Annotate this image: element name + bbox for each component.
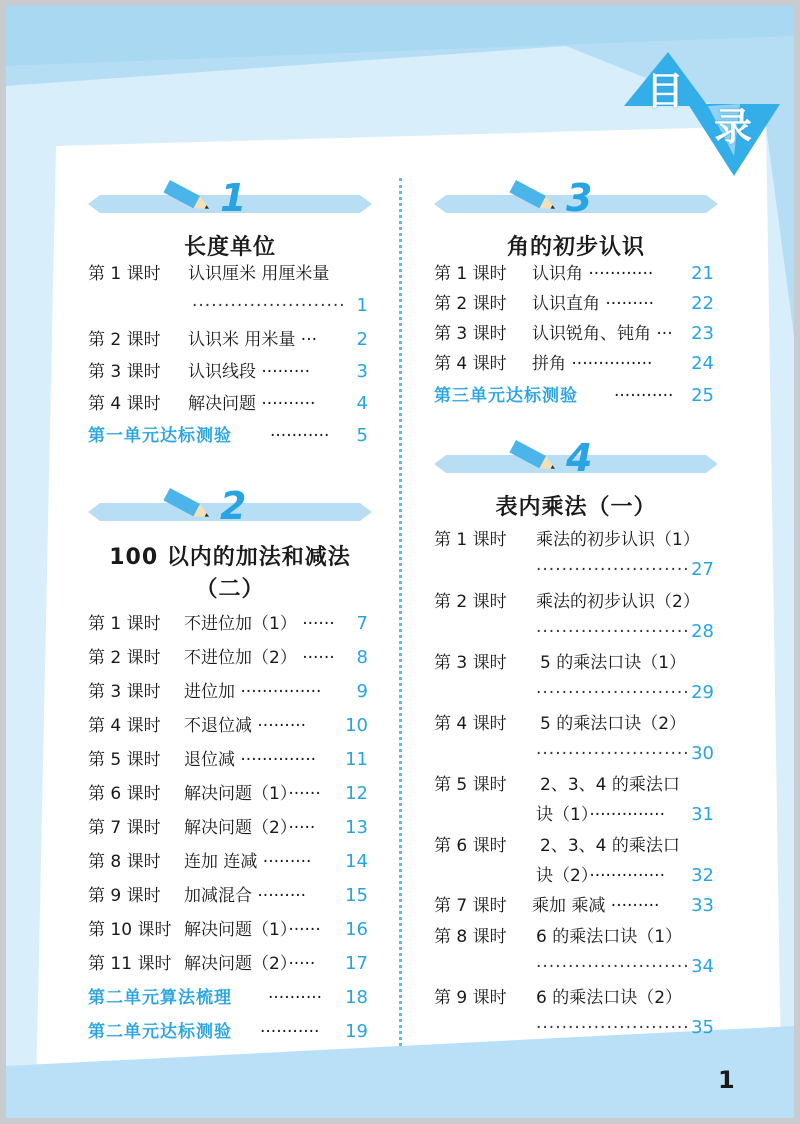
lesson-row[interactable] xyxy=(434,986,714,1042)
lesson-label: 第 1 课时 xyxy=(88,264,161,284)
lesson-page: 22 xyxy=(691,293,714,314)
lesson-row[interactable] xyxy=(434,894,714,918)
lesson-page: 12 xyxy=(345,783,368,804)
lesson-title-line-2: 诀（1）·············· xyxy=(536,805,665,825)
test-label: 第一单元达标测验 xyxy=(88,426,232,446)
unit-number: 1 xyxy=(220,176,247,220)
lesson-title: 解决问题（2）····· xyxy=(184,954,316,974)
lesson-label: 第 3 课时 xyxy=(434,653,507,673)
lesson-label: 第 11 课时 xyxy=(88,954,172,974)
unit-test-row[interactable] xyxy=(88,1020,368,1044)
lesson-row[interactable] xyxy=(434,651,714,707)
lesson-title-line-2: 诀（2）·············· xyxy=(536,866,665,886)
lesson-page: 18 xyxy=(345,987,368,1008)
lesson-label: 第 2 课时 xyxy=(88,648,161,668)
lesson-row[interactable] xyxy=(88,360,368,384)
lesson-page: 27 xyxy=(691,559,714,580)
lesson-row[interactable] xyxy=(434,773,714,829)
lesson-title: 不退位减 ········· xyxy=(184,716,307,736)
lesson-label: 第 7 课时 xyxy=(88,818,161,838)
lesson-page: 15 xyxy=(345,885,368,906)
lesson-title: 认识角 ············ xyxy=(532,264,654,284)
lesson-label: 第 1 课时 xyxy=(88,614,161,634)
lesson-title: 2、3、4 的乘法口 xyxy=(540,775,680,795)
unit-title: 长度单位 xyxy=(183,235,276,260)
lesson-label: 第 4 课时 xyxy=(434,354,507,374)
lesson-title: 解决问题（1）······ xyxy=(184,920,321,940)
lesson-title: 6 的乘法口诀（2） xyxy=(536,988,683,1008)
lesson-row[interactable] xyxy=(88,782,368,806)
lesson-title: 解决问题（2）····· xyxy=(184,818,316,838)
unit-4 xyxy=(434,436,718,524)
lesson-page: 21 xyxy=(691,263,714,284)
lesson-page: 9 xyxy=(356,681,368,702)
unit-header xyxy=(88,176,372,232)
lesson-page: 19 xyxy=(345,1021,368,1042)
lesson-page: 13 xyxy=(345,817,368,838)
leader-dots: ························ xyxy=(536,744,690,764)
lesson-title: 6 的乘法口诀（1） xyxy=(536,927,683,947)
unit-number: 3 xyxy=(566,176,593,220)
lesson-label: 第 1 课时 xyxy=(434,264,507,284)
lesson-title: 认识厘米 用厘米量 xyxy=(188,264,330,284)
toc-title-char-2: 录 xyxy=(714,105,753,149)
lesson-row[interactable] xyxy=(88,952,368,976)
lesson-label: 第 10 课时 xyxy=(88,920,172,940)
lesson-page: 33 xyxy=(691,895,714,916)
lesson-row[interactable] xyxy=(88,918,368,942)
lesson-title: 加减混合 ········· xyxy=(184,886,307,906)
review-label: 第二单元算法梳理 xyxy=(88,988,232,1008)
unit-test-row[interactable] xyxy=(88,424,368,448)
test-label: 第二单元达标测验 xyxy=(88,1022,232,1042)
lesson-row[interactable] xyxy=(88,850,368,874)
unit-title: 表内乘法（一） xyxy=(495,495,657,520)
lesson-page: 17 xyxy=(345,953,368,974)
lesson-title: 认识线段 ········· xyxy=(188,362,311,382)
leader-dots: ························ xyxy=(536,622,690,642)
lesson-title: ·········· xyxy=(268,988,323,1008)
lesson-row[interactable] xyxy=(88,646,368,670)
lesson-label: 第 4 课时 xyxy=(88,716,161,736)
lesson-row[interactable] xyxy=(88,884,368,908)
lesson-page: 2 xyxy=(356,329,368,350)
lesson-row[interactable] xyxy=(434,352,714,376)
lesson-page: 8 xyxy=(356,647,368,668)
lesson-row[interactable] xyxy=(88,748,368,772)
unit-header xyxy=(434,436,718,492)
toc-title-char-1: 目 xyxy=(646,69,685,113)
lesson-title: 退位减 ·············· xyxy=(184,750,317,770)
lesson-page: 10 xyxy=(345,715,368,736)
lesson-title: 不进位加（2） ······ xyxy=(184,648,335,668)
lesson-label: 第 1 课时 xyxy=(434,530,507,550)
lesson-row[interactable] xyxy=(88,714,368,738)
lesson-page: 34 xyxy=(691,956,714,977)
lesson-title: 5 的乘法口诀（1） xyxy=(540,653,687,673)
leader-dots: ························ xyxy=(536,683,690,703)
page-number: 1 xyxy=(718,1066,735,1094)
lesson-title: 2、3、4 的乘法口 xyxy=(540,836,680,856)
leader-dots: ························ xyxy=(536,560,690,580)
lesson-title: ··········· xyxy=(614,386,674,406)
lesson-title: 认识直角 ········· xyxy=(532,294,655,314)
unit-3 xyxy=(434,176,718,264)
lesson-page: 16 xyxy=(345,919,368,940)
lesson-page: 11 xyxy=(345,749,368,770)
unit-title: 角的初步认识 xyxy=(506,235,645,260)
lesson-row[interactable] xyxy=(88,612,368,636)
lesson-page: 29 xyxy=(691,682,714,703)
lesson-row[interactable] xyxy=(434,322,714,346)
unit-header xyxy=(88,484,372,540)
lesson-page: 25 xyxy=(691,385,714,406)
lesson-row[interactable] xyxy=(88,262,368,318)
lesson-page: 35 xyxy=(691,1017,714,1038)
lesson-title: 连加 连减 ········· xyxy=(184,852,312,872)
lesson-title: ··········· xyxy=(270,426,330,446)
lesson-label: 第 3 课时 xyxy=(434,324,507,344)
lesson-page: 14 xyxy=(345,851,368,872)
lesson-page: 4 xyxy=(356,393,368,414)
unit-1 xyxy=(88,176,372,264)
lesson-title: 进位加 ··············· xyxy=(184,682,322,702)
lesson-page: 24 xyxy=(691,353,714,374)
lesson-label: 第 8 课时 xyxy=(88,852,161,872)
lesson-label: 第 8 课时 xyxy=(434,927,507,947)
lesson-row[interactable] xyxy=(88,680,368,704)
unit-test-row[interactable] xyxy=(434,384,714,408)
unit-review-row[interactable] xyxy=(88,986,368,1010)
lesson-page: 30 xyxy=(691,743,714,764)
lesson-label: 第 4 课时 xyxy=(434,714,507,734)
lesson-page: 5 xyxy=(356,425,368,446)
lesson-title: 乘加 乘减 ········· xyxy=(532,896,660,916)
unit-header xyxy=(434,176,718,232)
toc-title-badge xyxy=(610,46,790,186)
unit-2 xyxy=(88,484,372,606)
lesson-title: 解决问题 ·········· xyxy=(188,394,316,414)
unit-number: 2 xyxy=(220,484,247,528)
lesson-label: 第 5 课时 xyxy=(434,775,507,795)
lesson-label: 第 2 课时 xyxy=(88,330,161,350)
unit-number: 4 xyxy=(566,436,593,480)
lesson-page: 32 xyxy=(691,865,714,886)
lesson-row[interactable] xyxy=(434,292,714,316)
lesson-label: 第 9 课时 xyxy=(88,886,161,906)
lesson-label: 第 9 课时 xyxy=(434,988,507,1008)
lesson-title: 乘法的初步认识（2） xyxy=(536,592,700,612)
lesson-label: 第 5 课时 xyxy=(88,750,161,770)
test-label: 第三单元达标测验 xyxy=(434,386,578,406)
lesson-row[interactable] xyxy=(88,816,368,840)
unit-title: 100 以内的加法和减法 xyxy=(109,545,351,570)
leader-dots: ························ xyxy=(192,296,346,316)
lesson-label: 第 2 课时 xyxy=(434,294,507,314)
lesson-title: 不进位加（1） ······ xyxy=(184,614,335,634)
lesson-row[interactable] xyxy=(434,925,714,981)
lesson-page: 23 xyxy=(691,323,714,344)
lesson-page: 7 xyxy=(356,613,368,634)
lesson-page: 1 xyxy=(356,295,368,316)
column-divider xyxy=(399,178,402,1046)
lesson-row[interactable] xyxy=(434,590,714,646)
lesson-label: 第 7 课时 xyxy=(434,896,507,916)
lesson-title: 解决问题（1）······ xyxy=(184,784,321,804)
leader-dots: ························ xyxy=(536,957,690,977)
lesson-row[interactable] xyxy=(88,328,368,352)
lesson-row[interactable] xyxy=(434,262,714,286)
lesson-title: 认识米 用米量 ··· xyxy=(188,330,318,350)
lesson-label: 第 2 课时 xyxy=(434,592,507,612)
lesson-title: 认识锐角、钝角 ··· xyxy=(532,324,673,344)
leader-dots: ························ xyxy=(536,1018,690,1038)
lesson-label: 第 6 课时 xyxy=(434,836,507,856)
lesson-page: 31 xyxy=(691,804,714,825)
lesson-label: 第 3 课时 xyxy=(88,682,161,702)
lesson-page: 28 xyxy=(691,621,714,642)
lesson-row[interactable] xyxy=(88,392,368,416)
lesson-row[interactable] xyxy=(434,834,714,890)
lesson-title: 拼角 ··············· xyxy=(532,354,653,374)
lesson-label: 第 6 课时 xyxy=(88,784,161,804)
lesson-title: 5 的乘法口诀（2） xyxy=(540,714,687,734)
page xyxy=(6,6,794,1118)
lesson-page: 3 xyxy=(356,361,368,382)
lesson-title: ··········· xyxy=(260,1022,320,1042)
lesson-title: 乘法的初步认识（1） xyxy=(536,530,700,550)
unit-title-line-2: （二） xyxy=(195,577,265,602)
lesson-row[interactable] xyxy=(434,712,714,768)
lesson-row[interactable] xyxy=(434,528,714,584)
lesson-label: 第 4 课时 xyxy=(88,394,161,414)
lesson-label: 第 3 课时 xyxy=(88,362,161,382)
